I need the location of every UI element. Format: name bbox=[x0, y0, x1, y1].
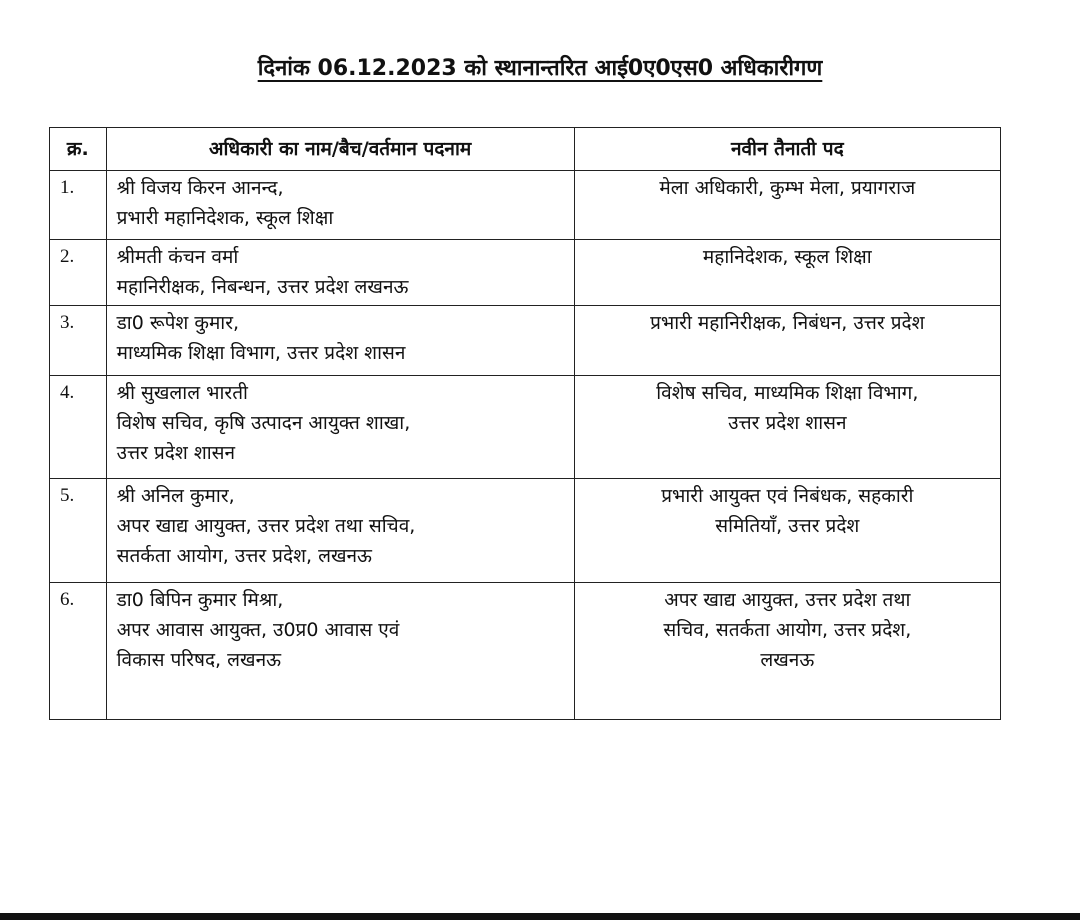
current-line: अपर खाद्य आयुक्त, उत्तर प्रदेश तथा सचिव, bbox=[116, 515, 416, 537]
new-post-cell bbox=[574, 583, 1000, 720]
new-post-cell bbox=[574, 376, 1000, 479]
table-row bbox=[50, 306, 1001, 376]
serial-number: 2. bbox=[50, 240, 107, 306]
new-post-cell bbox=[574, 306, 1000, 376]
table-row bbox=[50, 479, 1001, 583]
current-line: विशेष सचिव, कृषि उत्पादन आयुक्त शाखा, bbox=[116, 412, 411, 434]
table-row bbox=[50, 171, 1001, 240]
bottom-edge-bar bbox=[0, 913, 1080, 920]
current-line: महानिरीक्षक, निबन्धन, उत्तर प्रदेश लखनऊ bbox=[116, 276, 409, 298]
current-line: प्रभारी महानिदेशक, स्कूल शिक्षा bbox=[116, 207, 334, 229]
header-serial: क्र. bbox=[50, 128, 107, 171]
new-post-cell bbox=[574, 171, 1000, 240]
new-post-line: विशेष सचिव, माध्यमिक शिक्षा विभाग, bbox=[656, 382, 919, 404]
new-post-line: प्रभारी महानिरीक्षक, निबंधन, उत्तर प्रदेश bbox=[650, 312, 925, 334]
new-post-line: उत्तर प्रदेश शासन bbox=[728, 412, 847, 434]
new-post-line: प्रभारी आयुक्त एवं निबंधक, सहकारी bbox=[661, 485, 914, 507]
new-post-line: समितियाँ, उत्तर प्रदेश bbox=[715, 515, 860, 537]
current-post-cell bbox=[106, 306, 574, 376]
serial-number: 5. bbox=[50, 479, 107, 583]
current-post-cell bbox=[106, 240, 574, 306]
current-post-cell bbox=[106, 376, 574, 479]
table-header-row bbox=[50, 128, 1001, 171]
current-post-cell bbox=[106, 479, 574, 583]
table-row bbox=[50, 583, 1001, 720]
new-post-cell bbox=[574, 240, 1000, 306]
current-line: श्री विजय किरन आनन्द, bbox=[116, 177, 284, 199]
current-line: सतर्कता आयोग, उत्तर प्रदेश, लखनऊ bbox=[116, 545, 372, 567]
new-post-line: मेला अधिकारी, कुम्भ मेला, प्रयागराज bbox=[659, 177, 916, 199]
table-row bbox=[50, 376, 1001, 479]
current-line: अपर आवास आयुक्त, उ0प्र0 आवास एवं bbox=[116, 619, 400, 641]
current-line: डा0 रूपेश कुमार, bbox=[116, 312, 240, 334]
title-text: दिनांक 06.12.2023 को स्थानान्तरित आई0ए0एस0 अधिकारीगण bbox=[257, 56, 823, 81]
new-post-line: महानिदेशक, स्कूल शिक्षा bbox=[702, 246, 872, 268]
new-post-line: अपर खाद्य आयुक्त, उत्तर प्रदेश तथा bbox=[664, 589, 911, 611]
transfer-table bbox=[49, 127, 1001, 720]
new-post-line: सचिव, सतर्कता आयोग, उत्तर प्रदेश, bbox=[663, 619, 912, 641]
serial-number: 6. bbox=[50, 583, 107, 720]
current-post-cell bbox=[106, 583, 574, 720]
table-row bbox=[50, 240, 1001, 306]
current-line: श्री सुखलाल भारती bbox=[116, 382, 248, 404]
current-line: श्रीमती कंचन वर्मा bbox=[116, 246, 239, 268]
page-title bbox=[0, 52, 1080, 82]
current-line: श्री अनिल कुमार, bbox=[116, 485, 235, 507]
current-line: विकास परिषद, लखनऊ bbox=[116, 649, 282, 671]
current-line: माध्यमिक शिक्षा विभाग, उत्तर प्रदेश शासन bbox=[116, 342, 406, 364]
serial-number: 4. bbox=[50, 376, 107, 479]
header-new-post: नवीन तैनाती पद bbox=[574, 128, 1000, 171]
current-line: उत्तर प्रदेश शासन bbox=[116, 442, 236, 464]
current-post-cell bbox=[106, 171, 574, 240]
current-line: डा0 बिपिन कुमार मिश्रा, bbox=[116, 589, 284, 611]
new-post-cell bbox=[574, 479, 1000, 583]
serial-number: 1. bbox=[50, 171, 107, 240]
serial-number: 3. bbox=[50, 306, 107, 376]
new-post-line: लखनऊ bbox=[760, 649, 815, 671]
header-current-post: अधिकारी का नाम/बैच/वर्तमान पदनाम bbox=[106, 128, 574, 171]
